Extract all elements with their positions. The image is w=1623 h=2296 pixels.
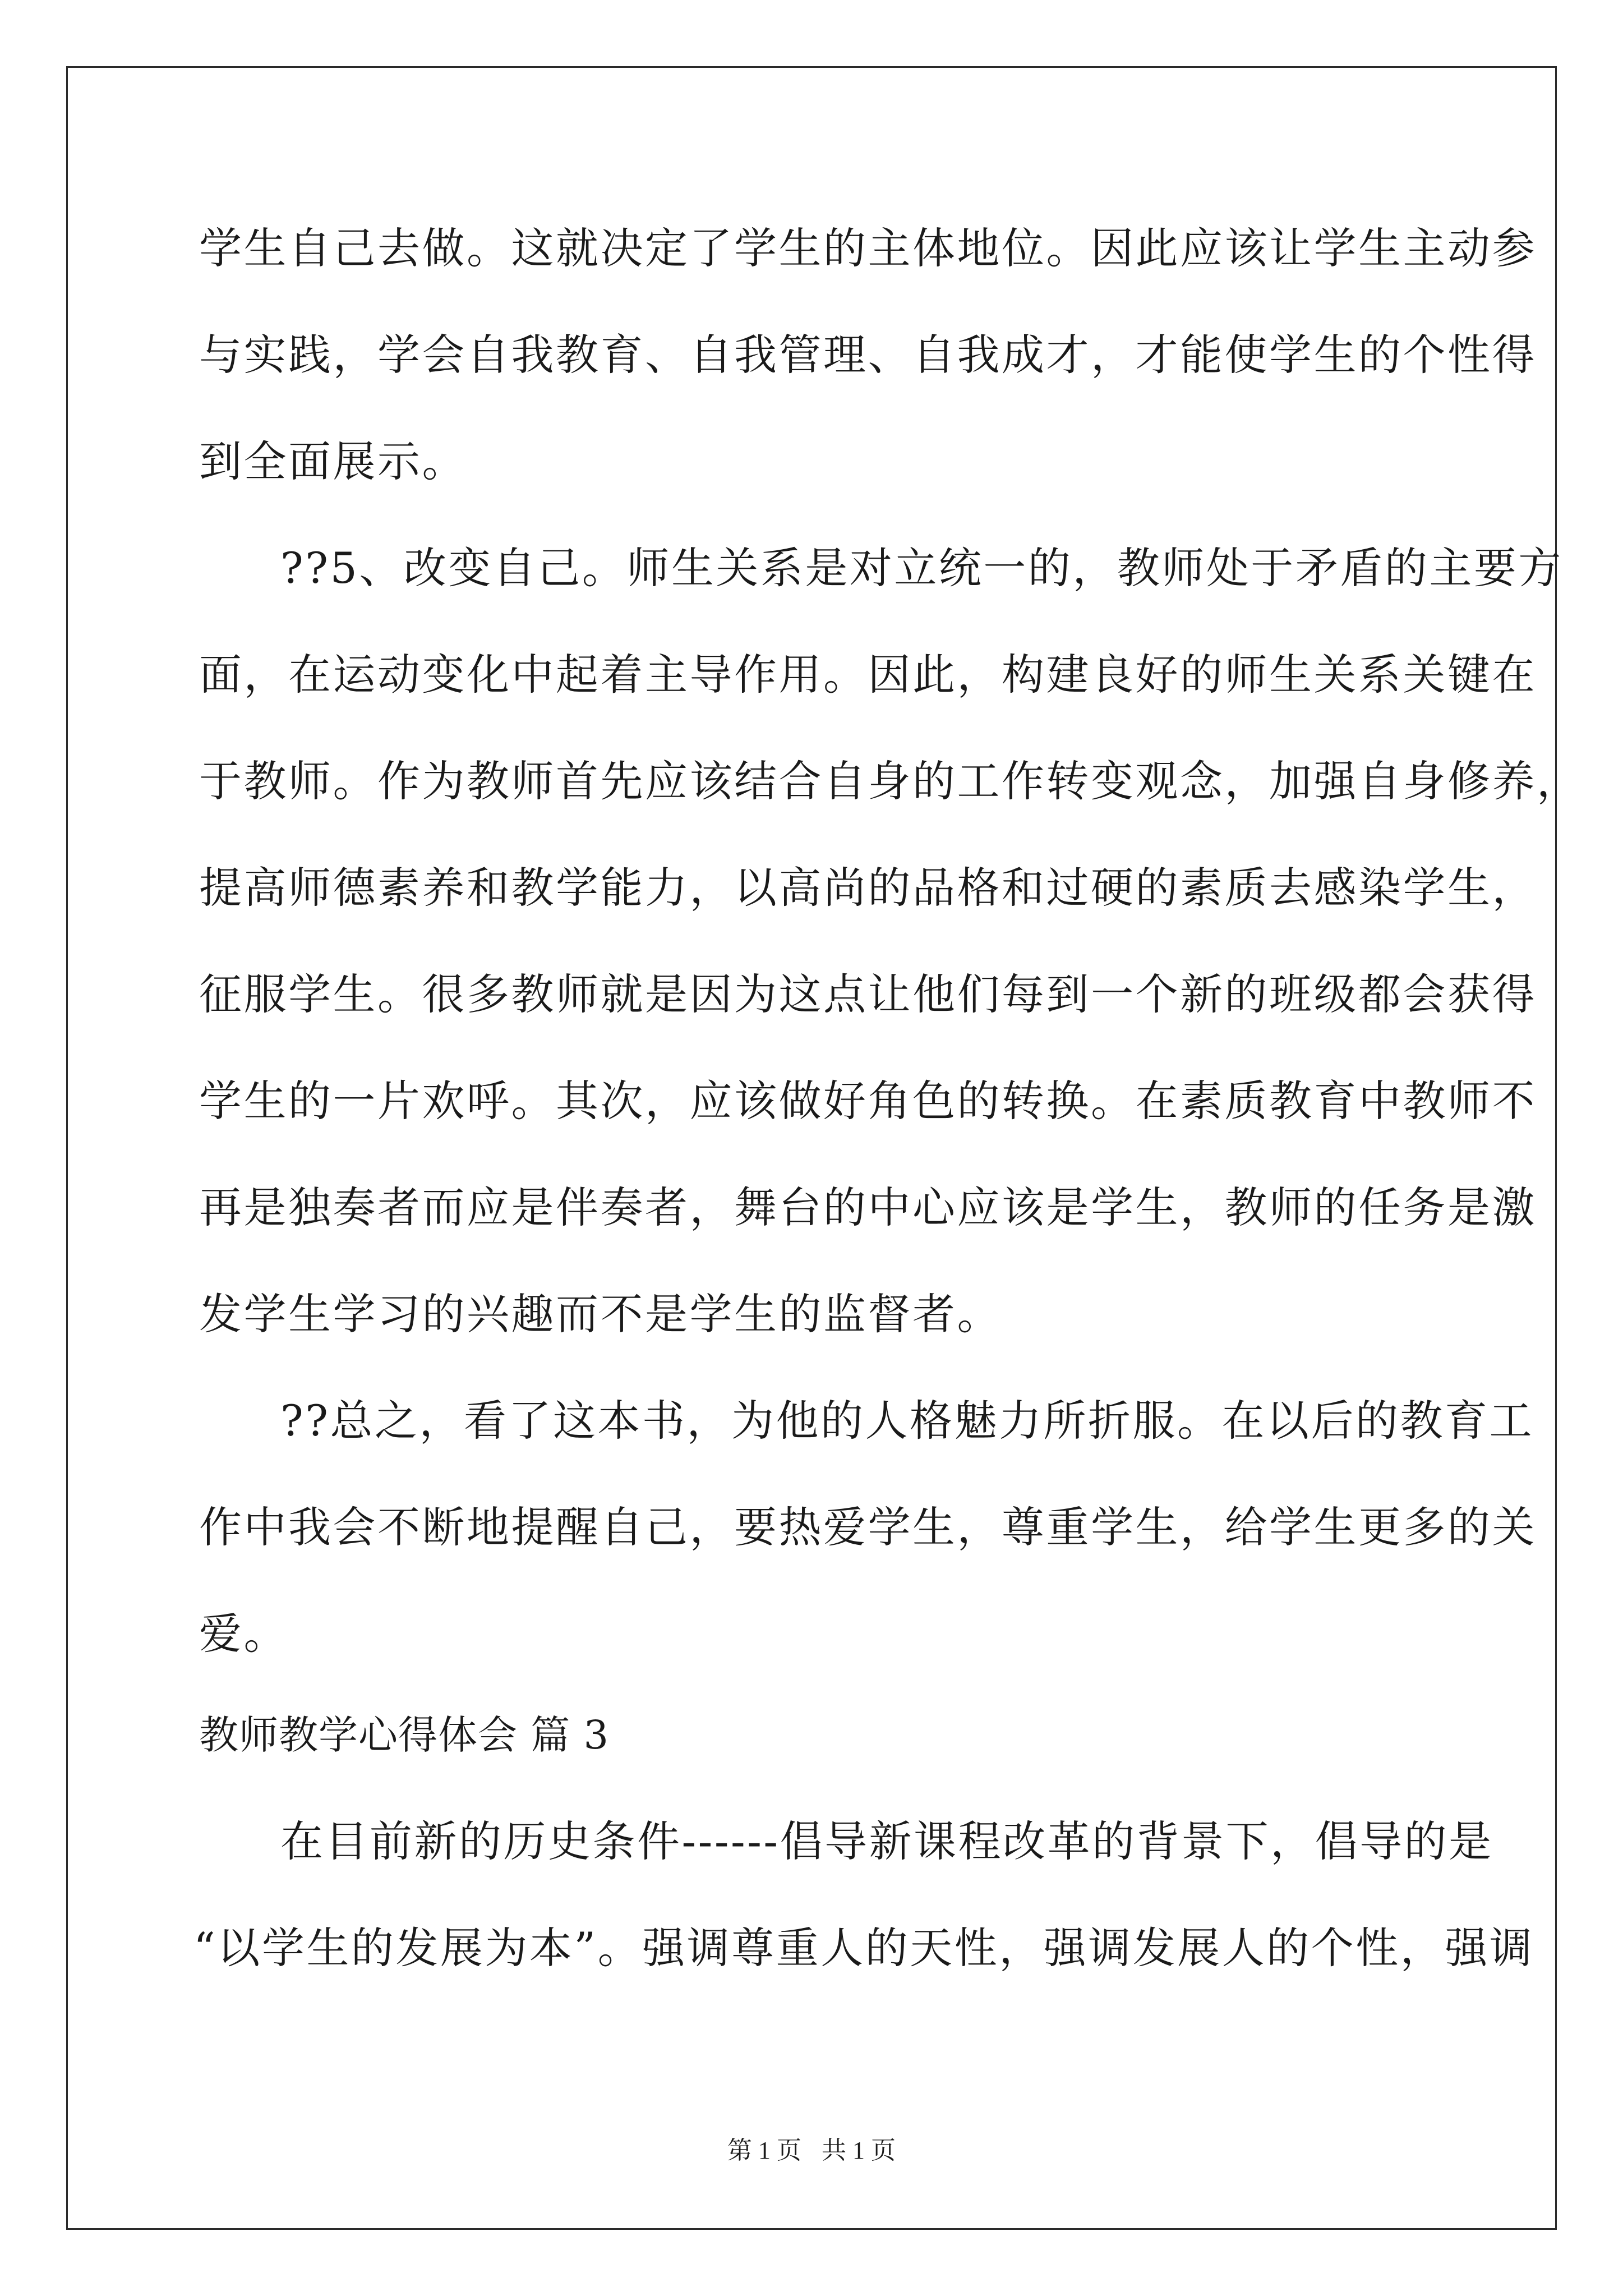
paragraph-line: “以学生的发展为本”。强调尊重人的天性，强调发展人的个性，强调: [193, 1923, 1534, 1973]
paragraph-line: 学生自己去做。这就决定了学生的主体地位。因此应该让学生主动参: [199, 223, 1537, 273]
paragraph-line: 在目前新的历史条件------倡导新课程改革的背景下，倡导的是: [280, 1816, 1493, 1866]
page-border: [66, 66, 1557, 2230]
paragraph-line: ??总之，看了这本书，为他的人格魅力所折服。在以后的教育工: [280, 1396, 1534, 1446]
paragraph-line: 于教师。作为教师首先应该结合自身的工作转变观念，加强自身修养，: [199, 756, 1581, 806]
paragraph-line: 爱。: [199, 1609, 288, 1659]
paragraph-line: 提高师德素养和教学能力，以高尚的品格和过硬的素质去感染学生，: [199, 863, 1537, 913]
page-total: 共 1 页: [822, 2137, 896, 2164]
paragraph-line: 到全面展示。: [199, 436, 467, 486]
paragraph-line: 再是独奏者而应是伴奏者，舞台的中心应该是学生，教师的任务是激: [199, 1182, 1537, 1232]
paragraph-line: 与实践，学会自我教育、自我管理、自我成才，才能使学生的个性得: [199, 330, 1537, 380]
page-footer: [0, 2138, 1623, 2163]
page-number: 第 1 页: [727, 2137, 801, 2164]
section-heading: 教师教学心得体会 篇 3: [199, 1712, 610, 1758]
paragraph-line: 学生的一片欢呼。其次，应该做好角色的转换。在素质教育中教师不: [199, 1076, 1537, 1126]
paragraph-line: 征服学生。很多教师就是因为这点让他们每到一个新的班级都会获得: [199, 969, 1537, 1019]
paragraph-line: ??5、改变自己。师生关系是对立统一的，教师处于矛盾的主要方: [280, 543, 1563, 593]
paragraph-line: 发学生学习的兴趣而不是学生的监督者。: [199, 1289, 1002, 1339]
paragraph-line: 作中我会不断地提醒自己，要热爱学生，尊重学生，给学生更多的关: [199, 1502, 1537, 1552]
paragraph-line: 面，在运动变化中起着主导作用。因此，构建良好的师生关系关键在: [199, 650, 1537, 700]
